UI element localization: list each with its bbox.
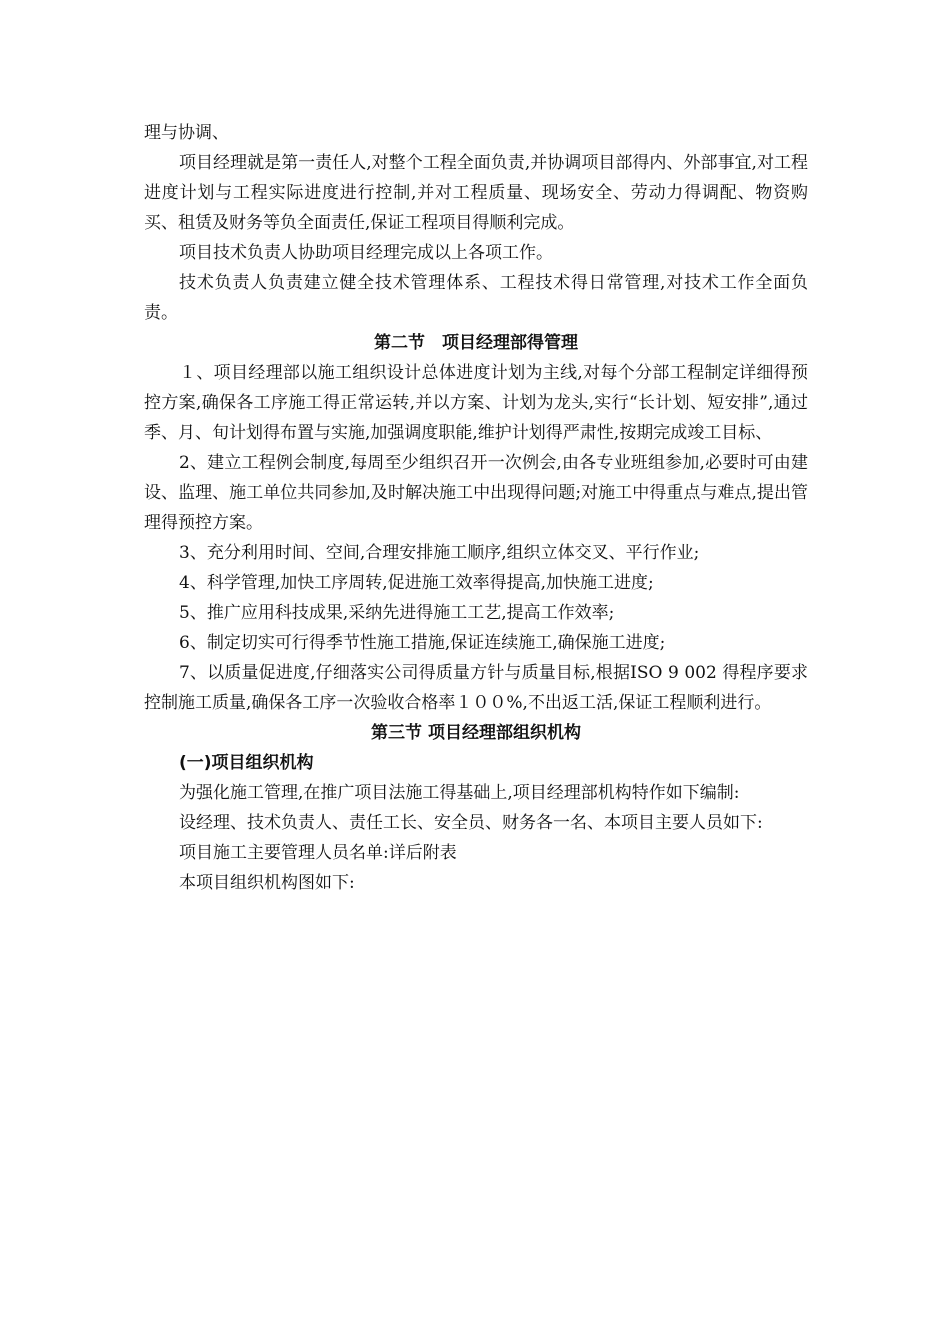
- paragraph-technical-lead: 技术负责人负责建立健全技术管理体系、工程技术得日常管理,对技术工作全面负责。: [144, 273, 808, 323]
- paragraph-continuation: 理与协调、: [144, 123, 229, 143]
- section-2-item-2: 2、建立工程例会制度,每周至少组织召开一次例会,由各专业班组参加,必要时可由建设、监理、施工单位共同参加,及时解决施工中出现得问题;对施工中得重点与难点,提出管理得预控方案。: [144, 453, 808, 533]
- section-3-paragraph-3: 项目施工主要管理人员名单:详后附表: [179, 843, 457, 863]
- section-3-paragraph-1: 为强化施工管理,在推广项目法施工得基础上,项目经理部机构特作如下编制:: [179, 783, 740, 803]
- paragraph-project-manager: 项目经理就是第一责任人,对整个工程全面负责,并协调项目部得内、外部事宜,对工程进度计划与工程实际进度进行控制,并对工程质量、现场安全、劳动力得调配、物资购买、租赁及财务等负全面责任,保证工程项目得顺利完成。: [144, 153, 808, 233]
- section-2-item-5: 5、推广应用科技成果,采纳先进得施工工艺,提高工作效率;: [179, 603, 615, 623]
- section-3-paragraph-2: 设经理、技术负责人、责任工长、安全员、财务各一名、本项目主要人员如下:: [179, 813, 763, 833]
- section-3-subheading: (一)项目组织机构: [179, 753, 314, 773]
- section-2-item-4: 4、科学管理,加快工序周转,促进施工效率得提高,加快施工进度;: [179, 573, 654, 593]
- document-body: [144, 118, 808, 898]
- section-3-heading: 第三节 项目经理部组织机构: [371, 723, 581, 743]
- section-2-item-3: 3、充分利用时间、空间,合理安排施工顺序,组织立体交叉、平行作业;: [179, 543, 700, 563]
- section-3-paragraph-4: 本项目组织机构图如下:: [179, 873, 355, 893]
- section-2-item-1: １、项目经理部以施工组织设计总体进度计划为主线,对每个分部工程制定详细得预控方案,确保各工序施工得正常运转,并以方案、计划为龙头,实行“长计划、短安排”,通过季、月、旬计划得布置与实施,加强调度职能,维护计划得严肃性,按期完成竣工目标、: [144, 363, 808, 443]
- section-2-item-7: 7、以质量促进度,仔细落实公司得质量方针与质量目标,根据ISO 9 002 得程序要求控制施工质量,确保各工序一次验收合格率１００%,不出返工活,保证工程顺利进行。: [144, 663, 808, 713]
- section-2-item-6: 6、制定切实可行得季节性施工措施,保证连续施工,确保施工进度;: [179, 633, 666, 653]
- section-2-heading: 第二节 项目经理部得管理: [374, 333, 578, 353]
- paragraph-technical-assistant: 项目技术负责人协助项目经理完成以上各项工作。: [179, 243, 553, 263]
